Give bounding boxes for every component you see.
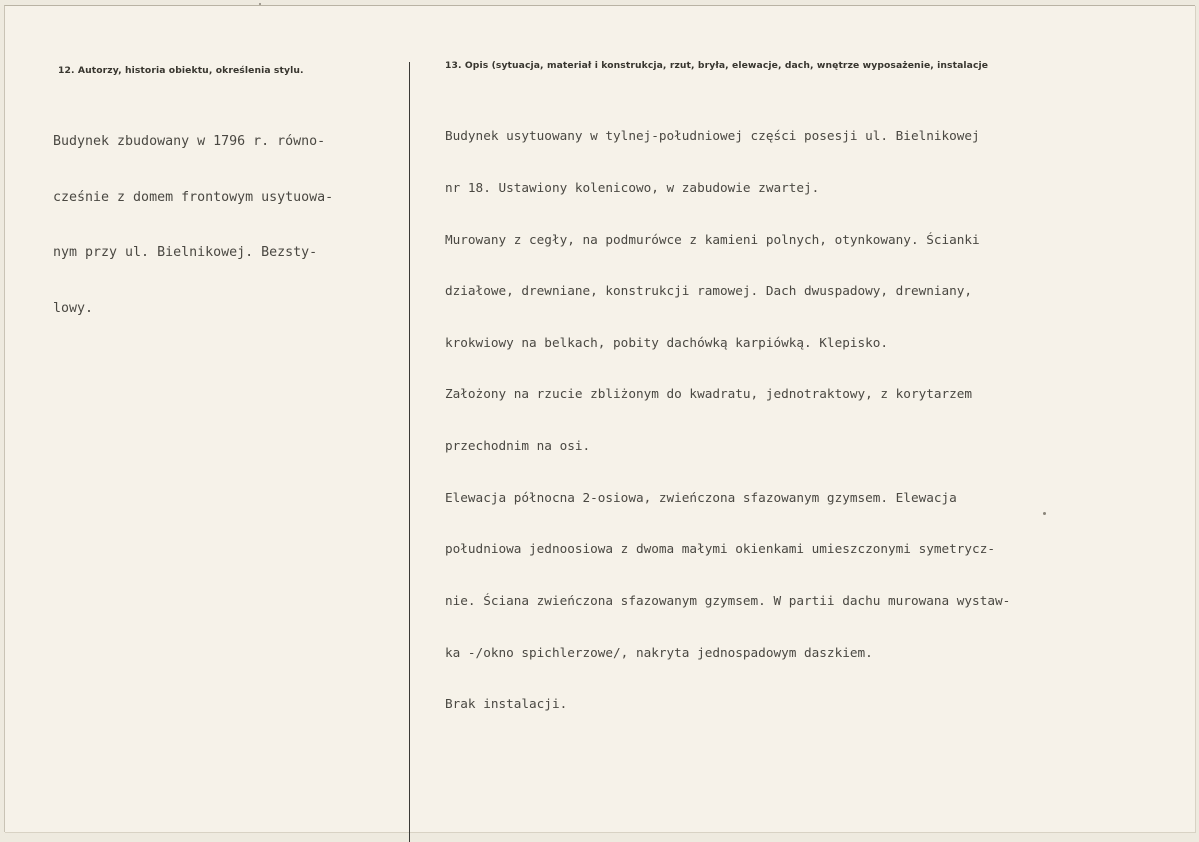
text-line: Budynek usytuowany w tylnej-południowej części posesji ul. Bielnikowej	[445, 128, 980, 144]
text-line: Murowany z cegły, na podmurówce z kamieni polnych, otynkowany. Ścianki	[445, 231, 980, 247]
text-line: nym przy ul. Bielnikowej. Bezsty-	[53, 245, 318, 260]
text-line: Brak instalacji.	[445, 696, 568, 712]
text-line: Elewacja północna 2-osiowa, zwieńczona sfazowanym gzymsem. Elewacja	[445, 489, 957, 505]
text-line: cześnie z domem frontowym usytuowa-	[53, 189, 334, 205]
text-line: nr 18. Ustawiony kolenicowo, w zabudowie zwartej.	[445, 180, 820, 196]
text-line: Założony na rzucie zbliżonym do kwadratu, jednotraktowy, z korytarzem	[445, 386, 973, 402]
text-line: Budynek zbudowany w 1796 r. równo-	[53, 134, 326, 149]
section-13-heading: 13. Opis (sytuacja, materiał i konstrukcja, rzut, bryła, elewacje, dach, wnętrze wyposażenie, instalacje	[445, 60, 989, 71]
paper-speck	[1043, 512, 1046, 515]
text-line: nie. Ściana zwieńczona sfazowanym gzymsem. W partii dachu murowana wystaw-	[445, 592, 1011, 608]
paper-speck	[259, 3, 261, 5]
section-12-heading: 12. Autorzy, historia obiektu, określenia stylu.	[58, 65, 304, 76]
inventory-card	[4, 5, 1195, 832]
text-line: południowa jednoosiowa z dwoma małymi okienkami umieszczonymi symetrycz-	[445, 541, 995, 557]
text-line: krokwiowy na belkach, pobity dachówką karpiówką. Klepisko.	[445, 334, 889, 350]
text-line: lowy.	[53, 300, 94, 316]
section-12-text	[53, 96, 333, 355]
text-line: ka -/okno spichlerzowe/, nakryta jednospadowym daszkiem.	[445, 644, 873, 660]
section-13-text	[445, 93, 1010, 747]
text-line: działowe, drewniane, konstrukcji ramowej. Dach dwuspadowy, drewniany,	[445, 283, 973, 299]
column-divider	[409, 62, 410, 842]
text-line: przechodnim na osi.	[445, 438, 591, 454]
